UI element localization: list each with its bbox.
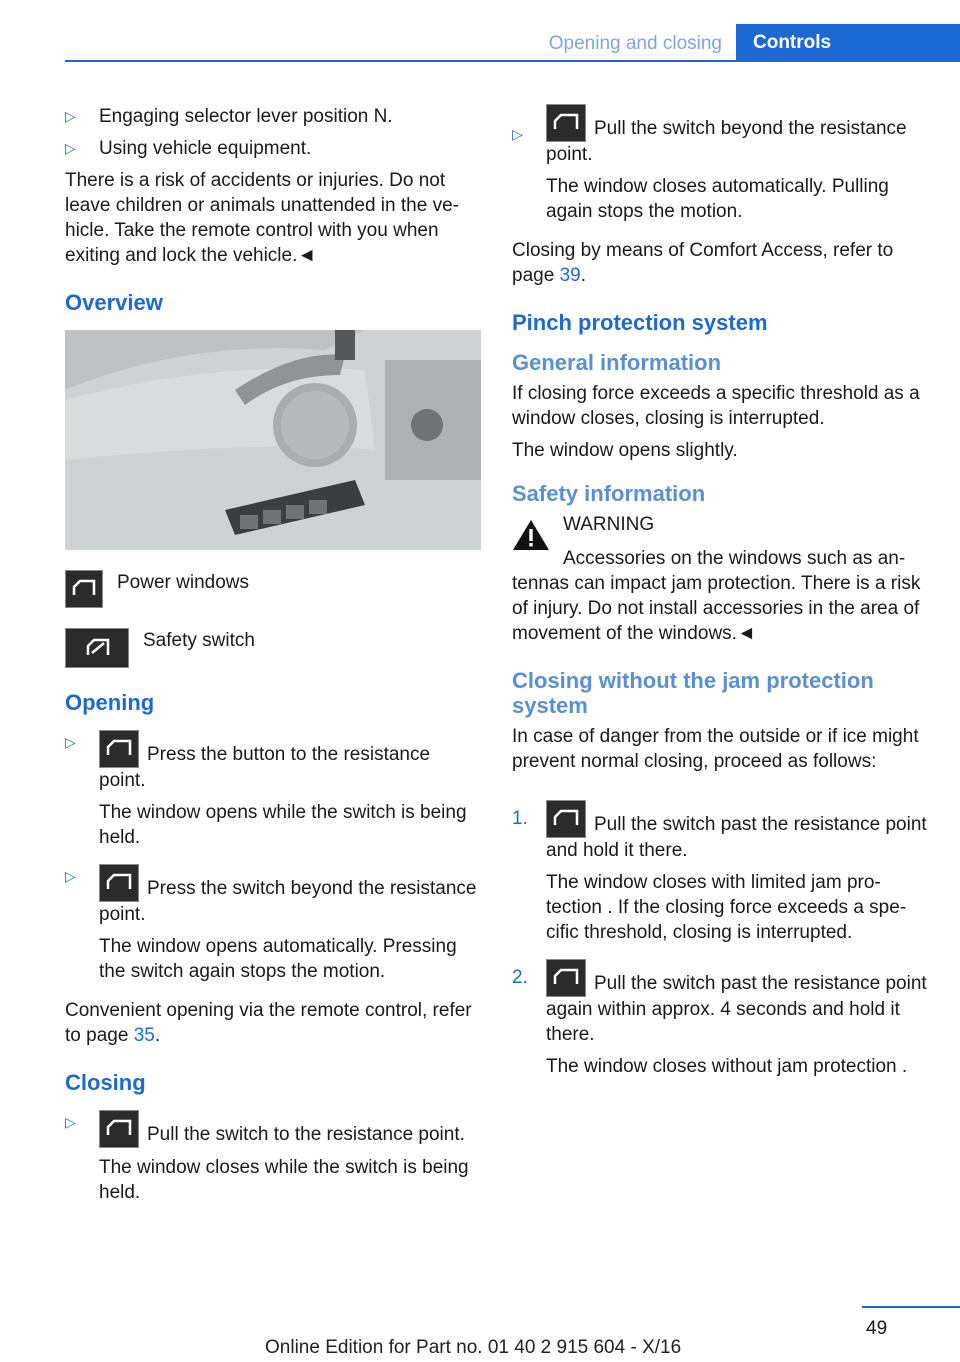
right-column (512, 104, 928, 1093)
page-number: 49 (866, 1318, 888, 1339)
warning-label: WARNING (563, 514, 655, 535)
power-windows-legend (65, 570, 481, 608)
window-switch-icon (99, 864, 139, 902)
list-item: ▷ Engaging selector lever position N. (65, 106, 393, 127)
page-link[interactable]: 35 (133, 1025, 155, 1046)
list-item: ▷ Pull the switch beyond the resistance point. The window closes automatically. Pulling again stops the motion. (512, 104, 928, 231)
warning-text: Accessories on the windows such as antennas can impact jam protection. There is a risk of injury. Do not install accessories in the area of movement of the windows.◄ (512, 548, 921, 644)
step-number: 1. (512, 808, 528, 829)
left-column (65, 104, 481, 1219)
bullet-triangle-icon: ▷ (65, 1114, 76, 1130)
opening-heading: Opening (65, 690, 155, 715)
list-item: ▷ Pull the switch to the resistance point. The window closes while the switch is being held. (65, 1110, 481, 1212)
list-item: 2. Pull the switch past the resistance point again within approx. 4 seconds and hold it there. The window closes without jam protection . (512, 959, 928, 1086)
page-link[interactable]: 39 (559, 265, 581, 286)
window-switch-icon (99, 730, 139, 768)
warning-triangle-icon (512, 518, 550, 552)
power-windows-label: Power windows (117, 572, 249, 593)
safety-switch-legend (65, 628, 481, 668)
general-information-heading: General information (512, 350, 722, 375)
window-switch-icon (546, 800, 586, 838)
edition-text: Online Edition for Part no. 01 40 2 915 604 - X/16 (265, 1337, 682, 1358)
closing-heading: Closing (65, 1070, 146, 1095)
window-switch-icon (99, 1110, 139, 1148)
bullet-triangle-icon: ▷ (65, 868, 76, 884)
closing-without-jam-heading: Closing without the jam protection system (512, 668, 874, 718)
list-item: ▷ Using vehicle equipment. (65, 138, 312, 159)
general-information-text: If closing force exceeds a specific threshold as a window closes, closing is interrupted. (512, 383, 920, 429)
danger-text: In case of danger from the outside or if ice might prevent normal closing, proceed as follows: (512, 726, 919, 772)
window-switch-icon (65, 570, 103, 608)
opens-slightly-text: The window opens slightly. (512, 440, 738, 461)
window-switch-icon (546, 104, 586, 142)
risk-paragraph: There is a risk of accidents or injuries. Do not leave children or animals unattended in the vehicle. Take the remote control with you when exiting and lock the vehicle.◄ (65, 170, 459, 266)
footer-rule (862, 1306, 960, 1308)
header-rule (65, 60, 960, 62)
safety-switch-label: Safety switch (143, 630, 255, 651)
bullet-triangle-icon: ▷ (65, 140, 76, 156)
window-switch-icon (546, 959, 586, 997)
list-item: ▷ Press the switch beyond the resistance point. The window opens automatically. Pressing the switch again stops the motion. (65, 864, 481, 991)
bullet-triangle-icon: ▷ (65, 734, 76, 750)
comfort-access-text: Closing by means of Comfort Access, refer to page 39. (512, 240, 894, 286)
list-item: ▷ Press the button to the resistance point. The window opens while the switch is being held. (65, 730, 481, 857)
bullet-triangle-icon: ▷ (65, 108, 76, 124)
overview-heading: Overview (65, 290, 163, 315)
door-panel-photo (65, 330, 481, 550)
pinch-protection-heading: Pinch protection system (512, 310, 768, 335)
header-section-title: Opening and closing (548, 33, 722, 54)
safety-information-heading: Safety information (512, 481, 706, 506)
convenient-opening-text: Convenient opening via the remote control, refer to page 35. (65, 1000, 472, 1046)
safety-switch-icon (65, 628, 129, 668)
step-number: 2. (512, 967, 528, 988)
header-chapter-tab: Controls (736, 24, 960, 62)
bullet-triangle-icon: ▷ (512, 126, 523, 142)
list-item: 1. Pull the switch past the resistance point and hold it there. The window closes with limited jam protection . If the closing force exceeds a specific threshold, closing is interrupted. (512, 800, 928, 952)
